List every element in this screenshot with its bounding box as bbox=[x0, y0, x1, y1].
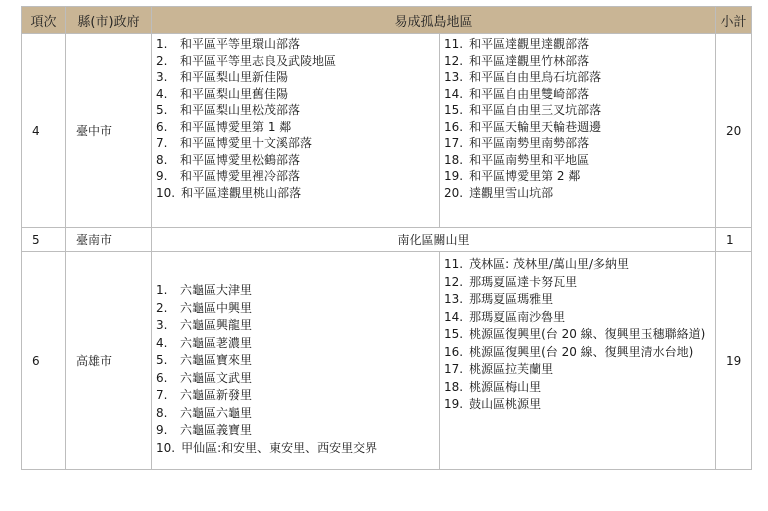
area-item: 5. 六龜區寶來里 bbox=[156, 353, 253, 367]
row-item-no: 4 bbox=[22, 34, 66, 228]
area-item: 16. 桃源區復興里(台 20 線、復興里清水台地) bbox=[444, 344, 694, 359]
area-item: 20. 達觀里雪山坑部 bbox=[444, 185, 554, 200]
area-item: 10. 甲仙區:和安里、東安里、西安里交界 bbox=[156, 440, 378, 455]
area-list-left bbox=[152, 252, 440, 470]
row-county: 臺中市 bbox=[66, 34, 152, 228]
area-item: 15. 和平區自由里三叉坑部落 bbox=[444, 103, 602, 117]
area-item: 3. 和平區梨山里新佳陽 bbox=[156, 70, 289, 84]
area-item: 6. 和平區博愛里第 1 鄰 bbox=[156, 119, 292, 134]
area-item: 19. 鼓山區桃源里 bbox=[444, 397, 542, 411]
table-row-kaohsiung bbox=[22, 252, 752, 470]
area-item: 16. 和平區天輪里天輪巷週邊 bbox=[444, 119, 602, 134]
area-item: 7. 和平區博愛里十文溪部落 bbox=[156, 136, 313, 150]
area-item: 9. 六龜區義寶里 bbox=[156, 423, 253, 437]
area-item: 8. 六龜區六龜里 bbox=[156, 405, 253, 420]
row-subtotal: 1 bbox=[716, 228, 752, 252]
area-item: 1. 和平區平等里環山部落 bbox=[156, 37, 301, 51]
area-item: 11. 和平區達觀里達觀部落 bbox=[444, 37, 590, 51]
area-item: 4. 六龜區荖濃里 bbox=[156, 335, 253, 350]
row-item-no: 5 bbox=[22, 228, 66, 252]
row-county: 臺南市 bbox=[66, 228, 152, 252]
area-item: 8. 和平區博愛里松鶴部落 bbox=[156, 152, 301, 167]
area-item: 3. 六龜區興龍里 bbox=[156, 318, 253, 332]
area-list-right bbox=[440, 34, 716, 228]
area-item: 12. 和平區達觀里竹林部落 bbox=[444, 53, 590, 68]
header-row bbox=[22, 7, 752, 34]
area-item: 2. 六龜區中興里 bbox=[156, 300, 253, 315]
area-list-right bbox=[440, 252, 716, 470]
isolated-areas-table bbox=[21, 6, 752, 470]
area-single: 南化區關山里 bbox=[152, 228, 716, 252]
area-item: 10. 和平區達觀里桃山部落 bbox=[156, 185, 302, 200]
header-item-no: 項次 bbox=[22, 7, 66, 34]
area-item: 15. 桃源區復興里(台 20 線、復興里玉穗聯絡道) bbox=[444, 327, 706, 341]
area-item: 17. 桃源區拉芙蘭里 bbox=[444, 362, 554, 376]
area-item: 1. 六龜區大津里 bbox=[156, 283, 253, 297]
row-item-no: 6 bbox=[22, 252, 66, 470]
row-subtotal: 20 bbox=[716, 34, 752, 228]
row-subtotal: 19 bbox=[716, 252, 752, 470]
area-item: 9. 和平區博愛里裡冷部落 bbox=[156, 169, 301, 183]
table-row-tainan bbox=[22, 228, 752, 252]
area-item: 2. 和平區平等里志良及武陵地區 bbox=[156, 53, 337, 68]
area-item: 18. 桃源區梅山里 bbox=[444, 379, 542, 394]
area-item: 6. 六龜區文武里 bbox=[156, 370, 253, 385]
area-item: 11. 茂林區: 茂林里/萬山里/多納里 bbox=[444, 257, 630, 271]
area-item: 19. 和平區博愛里第 2 鄰 bbox=[444, 169, 581, 183]
header-subtotal: 小計 bbox=[716, 7, 752, 34]
area-item: 4. 和平區梨山里舊佳陽 bbox=[156, 86, 289, 101]
area-item: 13. 那瑪夏區瑪雅里 bbox=[444, 292, 554, 306]
table-row-taichung bbox=[22, 34, 752, 228]
area-item: 14. 和平區自由里雙崎部落 bbox=[444, 86, 590, 101]
area-item: 17. 和平區南勢里南勢部落 bbox=[444, 136, 590, 150]
row-county: 高雄市 bbox=[66, 252, 152, 470]
area-item: 13. 和平區自由里烏石坑部落 bbox=[444, 70, 602, 84]
area-item: 12. 那瑪夏區達卡努瓦里 bbox=[444, 274, 578, 289]
area-item: 5. 和平區梨山里松茂部落 bbox=[156, 103, 301, 117]
area-item: 18. 和平區南勢里和平地區 bbox=[444, 152, 590, 167]
header-isolated-areas: 易成孤島地區 bbox=[152, 7, 716, 34]
area-item: 7. 六龜區新發里 bbox=[156, 388, 253, 402]
area-item: 14. 那瑪夏區南沙魯里 bbox=[444, 309, 566, 324]
area-list-left bbox=[152, 34, 440, 228]
header-county: 縣(市)政府 bbox=[66, 7, 152, 34]
